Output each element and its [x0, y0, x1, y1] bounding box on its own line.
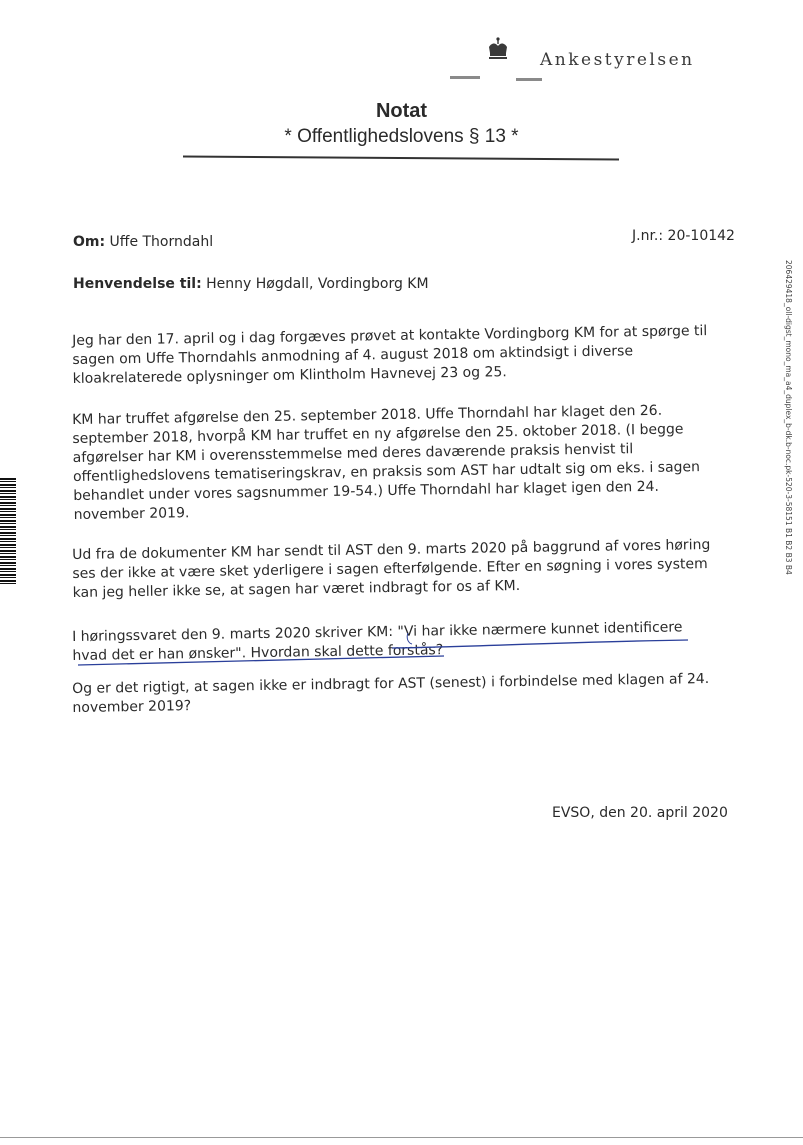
- subject-label: Om:: [73, 234, 106, 250]
- text-line: ses der ikke at være sket yderligere i sagen efterfølgende. Efter en søgning i vores system: [72, 556, 708, 582]
- recipient-line: [73, 276, 429, 292]
- recipient-value: Henny Høgdall, Vordingborg KM: [206, 276, 429, 292]
- text-line: afgørelser har KM i overensstemmelse med deres daværende praksis henvist til: [72, 441, 634, 466]
- page-title: Notat: [375, 100, 428, 122]
- text-line: november 2019?: [72, 698, 192, 716]
- crown-icon: [484, 36, 512, 64]
- text-line: sagen om Uffe Thorndahls anmodning af 4. august 2018 om aktindsigt i diverse: [72, 343, 634, 368]
- text-line: offentlighedslovens tematiseringskrav, en praksis som AST har udtalt sig om eks. i sagen: [72, 459, 701, 485]
- text-line: KM har truffet afgørelse den 25. september 2018. Uffe Thorndahl har klaget den 26.: [72, 402, 663, 428]
- text-line: november 2019.: [73, 505, 190, 523]
- agency-name: Ankestyrelsen: [540, 50, 695, 70]
- logo-bar: [516, 78, 542, 81]
- text-line: september 2018, hvorpå KM har truffet en ny afgørelse den 25. oktober 2018. (I begge: [72, 421, 684, 447]
- text-line: Jeg har den 17. april og i dag forgæves prøvet at kontakte Vordingborg KM for at spørge til: [72, 323, 708, 349]
- scan-edge: [0, 1137, 803, 1138]
- recipient-label: Henvendelse til:: [73, 276, 202, 292]
- subject-value: Uffe Thorndahl: [109, 234, 214, 250]
- title-divider: [183, 155, 619, 160]
- paragraph-2: [72, 400, 744, 525]
- paragraph-3: [72, 535, 743, 603]
- paragraph-5: [72, 669, 743, 718]
- subject-line: [73, 234, 213, 250]
- paragraph-4: [72, 617, 743, 666]
- journal-number: J.nr.: 20-10142: [632, 228, 735, 244]
- scan-side-code: 20642941​8_oll-digst_mono_ma_a4_duplex_b-dk.b-noc.pk-520-3-58151 B1 B2 B3 B4: [784, 260, 793, 575]
- text-line: I høringssvaret den 9. marts 2020 skriver KM: "Vi har ikke nærmere kunnet identificere: [72, 619, 683, 645]
- agency-logo: [480, 36, 730, 86]
- page-subtitle: * Offentlighedslovens § 13 *: [284, 126, 519, 147]
- text-line: Og er det rigtigt, at sagen ikke er indbragt for AST (senest) i forbindelse med klagen af 24.: [72, 670, 710, 697]
- paragraph-1: [72, 321, 743, 389]
- text-line: kloakrelaterede oplysninger om Klintholm Havnevej 23 og 25.: [72, 364, 507, 387]
- signature-line: EVSO, den 20. april 2020: [552, 805, 728, 821]
- text-line: hvad det er han ønsker". Hvordan skal dette forstås?: [72, 642, 444, 664]
- logo-bar: [450, 76, 480, 79]
- barcode: [0, 478, 16, 584]
- text-line: Ud fra de dokumenter KM har sendt til AST den 9. marts 2020 på baggrund af vores høring: [72, 536, 711, 563]
- text-line: kan jeg heller ikke se, at sagen har været indbragt for os af KM.: [72, 577, 521, 601]
- text-line: behandlet under vores sagsnummer 19-54.) Uffe Thorndahl har klaget igen den 24.: [73, 478, 660, 504]
